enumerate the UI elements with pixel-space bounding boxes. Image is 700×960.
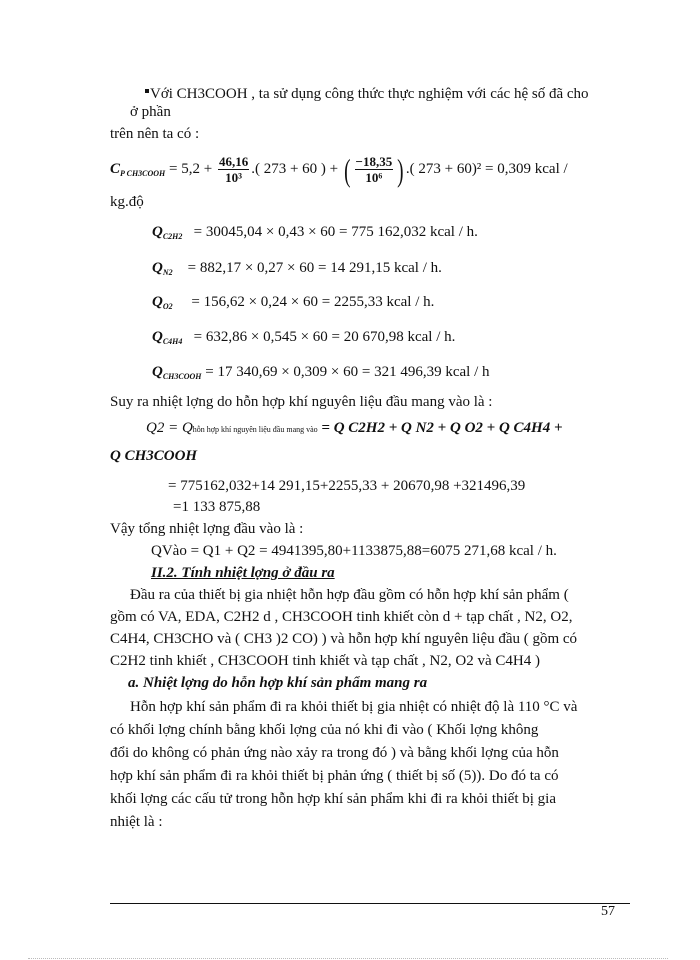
- q2-line-cont: Q CH3COOH: [110, 448, 198, 464]
- sum-line: = 775162,032+14 291,15+2255,33 + 20670,98 +321496,39: [168, 478, 526, 494]
- para2-line-1: Đầu ra của thiết bị gia nhiệt hỗn hợp đầu gồm có hỗn hợp khí sản phẩm (: [130, 587, 569, 603]
- vay-line: Vậy tổng nhiệt lợng đầu vào là :: [110, 521, 304, 537]
- q-line-c4h4: $Q_{C4H4}$ = 632,86 × 0,545 × 60 = 20 670,98 kcal / h.: [152, 329, 456, 346]
- para2-line-2: gồm có VA, EDA, C2H2 d , CH3COOH tinh khiết còn d + tạp chất , N2, O2,: [110, 609, 573, 625]
- page-edge: [28, 958, 668, 959]
- intro-line-3: trên nên ta có :: [110, 126, 200, 142]
- page-number: 57: [601, 904, 615, 919]
- para3-line-3: đổi do không có phản ứng nào xảy ra trong đó ) và bằng khối lợng của hỗn: [110, 745, 559, 761]
- para3-line-4: hợp khí sản phẩm đi ra khỏi thiết bị phản ứng ( thiết bị số (5)). Do đó ta có: [110, 768, 559, 784]
- q-line-c2h2: $Q_{C2H2}$ = 30045,04 × 0,43 × 60 = 775 162,032 kcal / h.: [152, 224, 478, 241]
- suy-ra-line: Suy ra nhiệt lợng do hỗn hợp khí nguyên liệu đầu mang vào là :: [110, 394, 493, 410]
- sum-result: =1 133 875,88: [173, 499, 261, 515]
- footer-rule: [110, 903, 630, 904]
- bullet-icon: [145, 89, 149, 93]
- para3-line-2: có khối lợng chính bằng khối lợng của nó khi đi vào ( Khối lợng không: [110, 722, 539, 738]
- q-line-ch3cooh: $Q_{CH3COOH} = 17$ 340,69 × 0,309 × 60 = 321 496,39 kcal / h: [152, 364, 490, 381]
- q2-line: Q2 = Qhỗn hợp khí nguyên liệu đầu mang vào = Q C2H2 + Q N2 + Q O2 + Q C4H4 +: [146, 420, 563, 436]
- para2-line-3: C4H4, CH3CHO và ( CH3 )2 CO) ) và hỗn hợp khí nguyên liệu đầu ( gồm có: [110, 631, 578, 647]
- q-line-n2: $Q_{N2}$ = 882,17 × 0,27 × 60 = 14 291,15 kcal / h.: [152, 260, 442, 277]
- fraction-2: $\frac{-18,35}{\text{10⁶}}$: [355, 154, 393, 186]
- para2-line-4: C2H2 tinh khiết , CH3COOH tinh khiết và tạp chất , N2, O2 và C4H4 ): [110, 653, 540, 669]
- q-line-o2: $Q_{O2}$ = 156,62 × 0,24 × 60 = 2255,33 kcal / h.: [152, 294, 435, 311]
- intro-line-2: ở phần: [130, 104, 171, 120]
- para3-line-5: khối lợng các cấu tử trong hỗn hợp khí sản phẩm khi đi ra khỏi thiết bị gia: [110, 791, 556, 807]
- para3-line-1: Hỗn hợp khí sản phẩm đi ra khỏi thiết bị gia nhiệt có nhiệt độ là 110 °C và: [130, 699, 578, 715]
- intro-line-1: Với CH3COOH , ta sử dụng công thức thực nghiệm với các hệ số đã cho: [145, 84, 589, 104]
- subsection-a: a. Nhiệt lợng do hỗn hợp khí sản phẩm mang ra: [128, 675, 428, 691]
- fraction-1: $\frac{46,16}{\text{10³}}$: [218, 154, 249, 186]
- q-vao-line: QVào = Q1 + Q2 = 4941395,80+1133875,88=6075 271,68 kcal / h.: [151, 543, 557, 559]
- cp-formula-cont: kg.độ: [110, 194, 144, 210]
- para3-line-6: nhiệt là :: [110, 814, 163, 830]
- section-heading: II.2. Tính nhiệt lợng ở đầu ra: [151, 565, 335, 581]
- cp-formula: $C_{P CH3COOH} = 5,2$ + $\frac{46,16}{\text{10³}}$ .( 273 + 60 ) + ( $\frac{-18,35}{\text{10⁶}}$ ) .( 273 + 60)² = 0,309 kcal /: [110, 151, 568, 188]
